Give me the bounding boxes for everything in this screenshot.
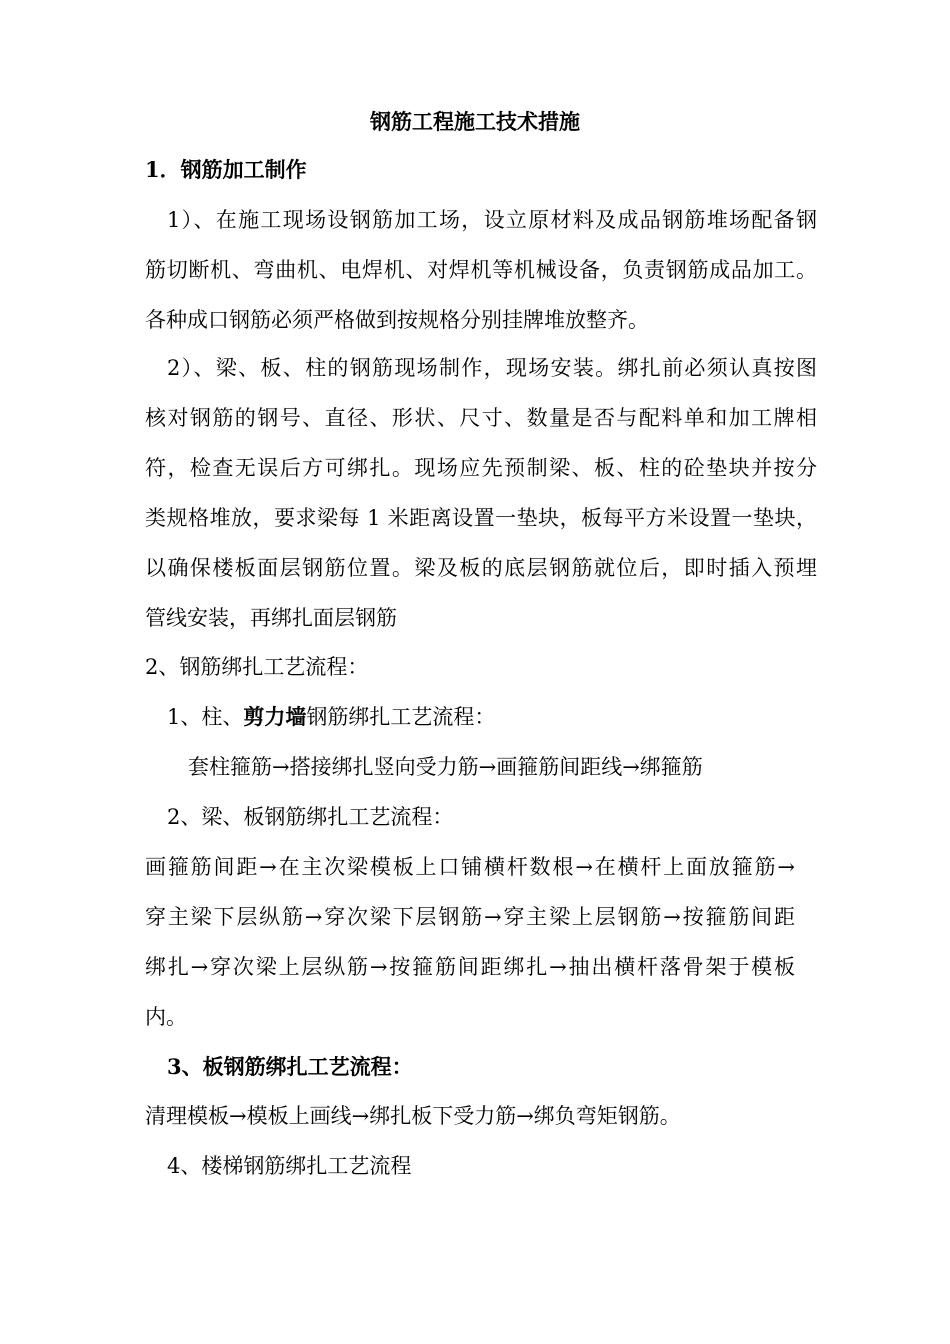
item-2-flow-line-2: 穿主梁下层纵筋→穿次梁下层钢筋→穿主梁上层钢筋→按箍筋间距 xyxy=(145,905,795,929)
paragraph-2-line-1: 2）、梁、板、柱的钢筋现场制作，现场安装。绑扎前必须认真按图 xyxy=(167,356,817,380)
paragraph-2-line-5: 以确保楼板面层钢筋位置。梁及板的底层钢筋就位后，即时插入预埋 xyxy=(145,556,817,580)
document-title: 钢筋工程施工技术措施 xyxy=(370,109,580,134)
paragraph-1-line-2: 筋切断机、弯曲机、电焊机、对焊机等机械设备，负责钢筋成品加工。 xyxy=(145,258,817,282)
item-4-heading: 4、楼梯钢筋绑扎工艺流程 xyxy=(167,1154,412,1178)
item-2-flow-line-3: 绑扎→穿次梁上层纵筋→按箍筋间距绑扎→抽出横杆落骨架于模板 xyxy=(145,955,795,979)
paragraph-2-line-6: 管线安装，再绑扎面层钢筋 xyxy=(145,606,397,630)
item-2-flow-line-1: 画箍筋间距→在主次梁模板上口铺横杆数根→在横杆上面放箍筋→ xyxy=(145,855,795,879)
section-1-heading: 1．钢筋加工制作 xyxy=(145,157,307,182)
item-2-heading: 2、梁、板钢筋绑扎工艺流程： xyxy=(167,805,454,829)
item-1-bold-term: 剪力墙 xyxy=(243,704,307,729)
item-1-suffix: 钢筋绑扎工艺流程： xyxy=(306,705,496,729)
item-1-prefix: 1、柱、 xyxy=(167,705,244,729)
item-3-heading: 3、板钢筋绑扎工艺流程： xyxy=(167,1054,413,1079)
paragraph-2-line-2: 核对钢筋的钢号、直径、形状、尺寸、数量是否与配料单和加工牌相 xyxy=(145,406,817,430)
item-2-flow-line-4: 内。 xyxy=(145,1005,187,1029)
item-3-flow: 清理模板→模板上画线→绑扎板下受力筋→绑负弯矩钢筋。 xyxy=(145,1104,681,1128)
paragraph-2-line-3: 符，检查无误后方可绑扎。现场应先预制梁、板、柱的砼垫块并按分 xyxy=(145,456,817,480)
item-1-flow: 套柱箍筋→搭接绑扎竖向受力筋→画箍筋间距线→绑箍筋 xyxy=(188,755,703,779)
item-1-heading xyxy=(167,702,495,732)
paragraph-1-line-1: 1）、在施工现场设钢筋加工场，设立原材料及成品钢筋堆场配备钢 xyxy=(167,208,817,232)
paragraph-1-line-3: 各种成口钢筋必须严格做到按规格分别挂牌堆放整齐。 xyxy=(145,308,649,332)
section-2-heading: 2、钢筋绑扎工艺流程： xyxy=(145,655,369,679)
paragraph-2-line-4: 类规格堆放，要求梁每 1 米距离设置一垫块，板每平方米设置一垫块， xyxy=(145,506,817,530)
